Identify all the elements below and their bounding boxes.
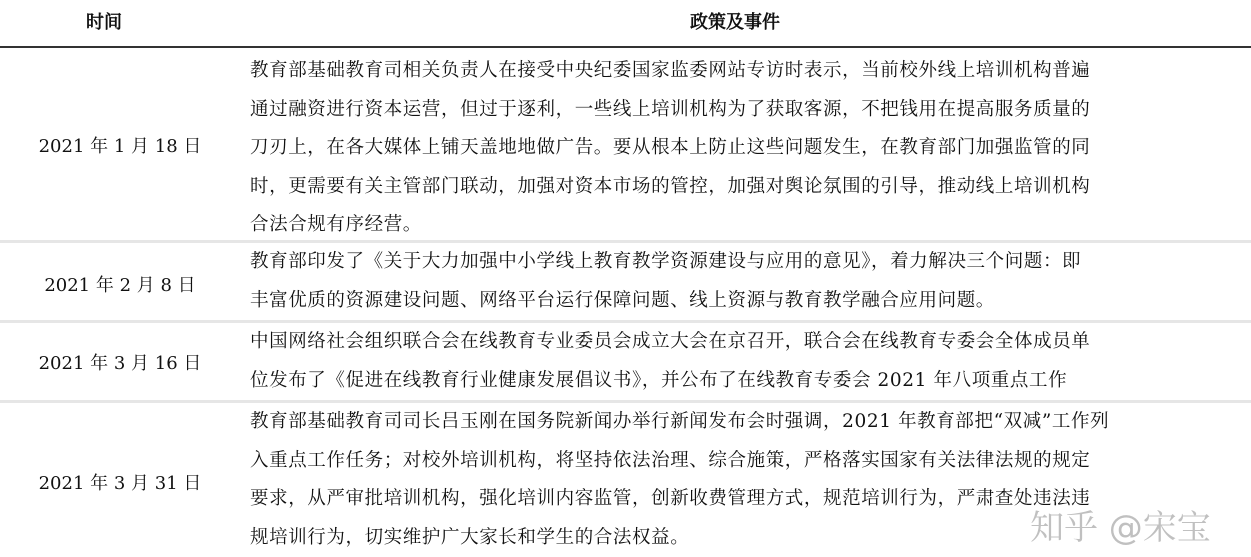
table-header [0,0,1251,48]
text-line: 教育部基础教育司相关负责人在接受中央纪委国家监委网站专访时表示，当前校外线上培训机构普遍 [250,52,1245,91]
row-date: 2021 年 3 月 31 日 [0,469,240,495]
table-row [0,323,1251,403]
table-row [0,48,1251,243]
text-line: 丰富优质的资源建设问题、网络平台运行保障问题、线上资源与教育教学融合应用问题。 [250,282,1245,321]
text-line: 入重点工作任务；对校外培训机构，将坚持依法治理、综合施策，严格落实国家有关法律法规的规定 [250,442,1245,481]
row-date: 2021 年 2 月 8 日 [0,271,240,297]
text-line: 通过融资进行资本运营，但过于逐利，一些线上培训机构为了获取客源，不把钱用在提高服务质量的 [250,91,1245,130]
header-time: 时间 [86,8,122,34]
text-line: 时，更需要有关主管部门联动，加强对资本市场的管控，加强对舆论氛围的引导，推动线上培训机构 [250,168,1245,207]
text-line: 中国网络社会组织联合会在线教育专业委员会成立大会在京召开，联合会在线教育专委会全体成员单 [250,323,1245,362]
row-text [250,323,1245,400]
row-date: 2021 年 1 月 18 日 [0,132,240,158]
watermark: 知乎 @宋宝 [1030,500,1211,549]
text-line: 要求，从严审批培训机构，强化培训内容监管，创新收费管理方式，规范培训行为，严肃查处违法违 [250,480,1245,519]
row-date: 2021 年 3 月 16 日 [0,349,240,375]
text-line: 位发布了《促进在线教育行业健康发展倡议书》，并公布了在线教育专委会 2021 年八项重点工作 [250,362,1245,401]
table-row [0,243,1251,323]
text-line: 规培训行为，切实维护广大家长和学生的合法权益。 [250,519,1245,557]
header-events: 政策及事件 [690,8,780,34]
text-line: 刀刃上，在各大媒体上铺天盖地地做广告。要从根本上防止这些问题发生，在教育部门加强监管的同 [250,129,1245,168]
text-line: 教育部基础教育司司长吕玉刚在国务院新闻办举行新闻发布会时强调，2021 年教育部把“双减”工作列 [250,403,1245,442]
row-text [250,52,1245,245]
row-text [250,243,1245,320]
text-line: 合法合规有序经营。 [250,206,1245,245]
text-line: 教育部印发了《关于大力加强中小学线上教育教学资源建设与应用的意见》，着力解决三个问题：即 [250,243,1245,282]
